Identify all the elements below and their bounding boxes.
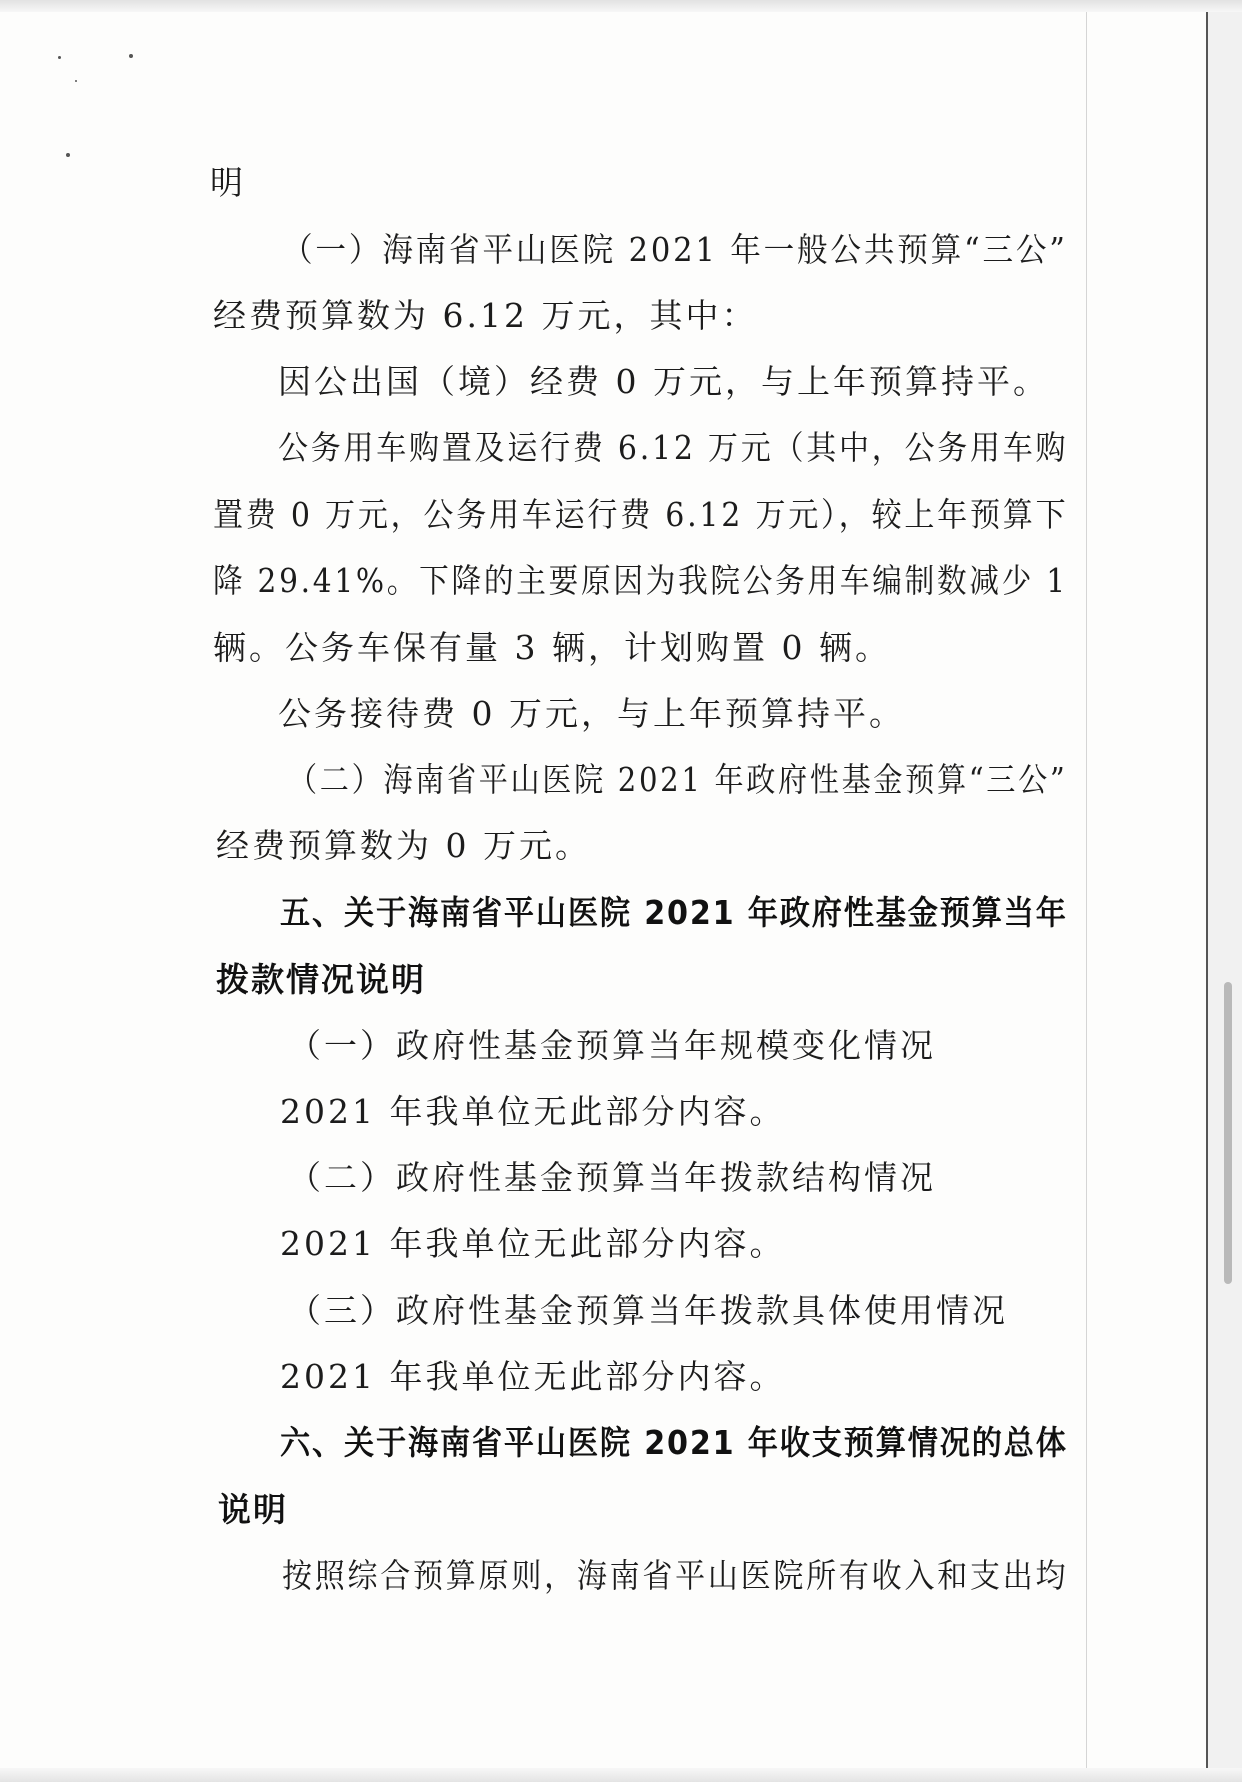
body-line: 降 29.41%。下降的主要原因为我院公务用车编制数减少 1 — [213, 561, 1068, 600]
body-line: 公务用车购置及运行费 6.12 万元（其中，公务用车购 — [278, 428, 1069, 467]
body-line: 经费预算数为 6.12 万元，其中： — [213, 296, 758, 335]
body-line: 2021 年我单位无此部分内容。 — [280, 1357, 786, 1396]
scan-speck — [58, 56, 61, 59]
body-line: 2021 年我单位无此部分内容。 — [280, 1092, 786, 1131]
subsection-title: （一）政府性基金预算当年规模变化情况 — [288, 1026, 936, 1065]
scan-speck — [75, 80, 77, 82]
scan-speck — [66, 153, 70, 157]
body-line-subsection-1: （一）海南省平山医院 2021 年一般公共预算“三公” — [282, 230, 1068, 269]
section-heading-5: 五、关于海南省平山医院 2021 年政府性基金预算当年 — [280, 893, 1068, 932]
subsection-title: （三）政府性基金预算当年拨款具体使用情况 — [288, 1291, 1008, 1330]
page-bottom-edge — [0, 1768, 1242, 1782]
scan-speck — [129, 54, 133, 58]
viewer-margin — [1208, 12, 1242, 1768]
body-line: 按照综合预算原则，海南省平山医院所有收入和支出均 — [282, 1556, 1069, 1595]
section-heading-5-continued: 拨款情况说明 — [216, 960, 426, 999]
section-heading-6: 六、关于海南省平山医院 2021 年收支预算情况的总体 — [280, 1423, 1068, 1462]
page-fold-line — [1086, 12, 1087, 1768]
vertical-scrollbar[interactable] — [1224, 982, 1232, 1284]
subsection-title: （二）政府性基金预算当年拨款结构情况 — [288, 1158, 936, 1197]
page-top-edge — [0, 0, 1242, 12]
body-line: 公务接待费 0 万元，与上年预算持平。 — [278, 694, 905, 733]
body-line-subsection-2: （二）海南省平山医院 2021 年政府性基金预算“三公” — [288, 760, 1068, 799]
body-line: 经费预算数为 0 万元。 — [216, 826, 591, 865]
section-heading-6-continued: 说明 — [218, 1490, 288, 1529]
body-line: 2021 年我单位无此部分内容。 — [280, 1224, 786, 1263]
body-line: 因公出国（境）经费 0 万元，与上年预算持平。 — [278, 362, 1049, 401]
body-line: 置费 0 万元，公务用车运行费 6.12 万元），较上年预算下 — [213, 495, 1069, 534]
body-line-continuation: 明 — [210, 163, 246, 202]
body-line: 辆。公务车保有量 3 辆，计划购置 0 辆。 — [213, 628, 891, 667]
